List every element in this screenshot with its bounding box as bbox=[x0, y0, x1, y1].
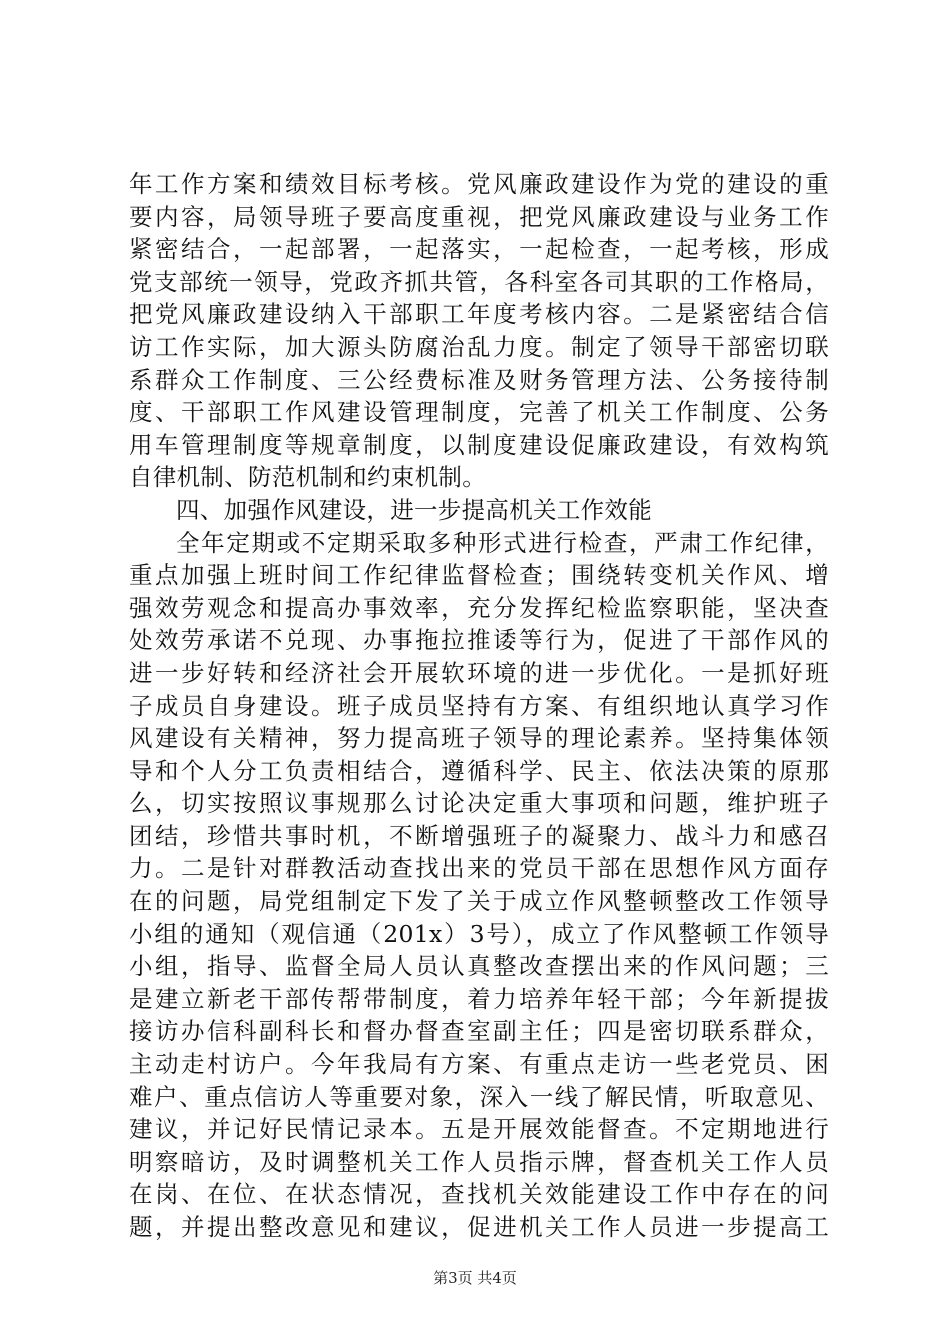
text-line: 力。二是针对群教活动查找出来的党员干部在思想作风方面存 bbox=[129, 854, 829, 883]
text-line: 是建立新老干部传帮带制度，着力培养年轻干部；今年新提拔 bbox=[129, 984, 829, 1013]
text-line: 度、干部职工作风建设管理制度，完善了机关工作制度、公务 bbox=[129, 398, 829, 427]
text-line: 强效劳观念和提高办事效率，充分发挥纪检监察职能，坚决查 bbox=[129, 593, 829, 622]
text-line: 主动走村访户。今年我局有方案、有重点走访一些老党员、困 bbox=[129, 1050, 829, 1079]
text-line: 建议，并记好民情记录本。五是开展效能督查。不定期地进行 bbox=[129, 1115, 829, 1144]
page-number-footer: 第3页 共4页 bbox=[433, 1269, 517, 1287]
text-line: 在的问题，局党组制定下发了关于成立作风整顿整改工作领导 bbox=[129, 887, 829, 916]
text-line: 导和个人分工负责相结合，遵循科学、民主、依法决策的原那 bbox=[129, 756, 829, 785]
text-line: 在岗、在位、在状态情况，查找机关效能建设工作中存在的问 bbox=[129, 1180, 829, 1209]
text-line: 团结，珍惜共事时机，不断增强班子的凝聚力、战斗力和感召 bbox=[129, 821, 829, 850]
text-line: 风建设有关精神，努力提高班子领导的理论素养。坚持集体领 bbox=[129, 724, 829, 753]
heading-line: 四、加强作风建设，进一步提高机关工作效能 bbox=[176, 495, 652, 524]
text-line: 小组，指导、监督全局人员认真整改查摆出来的作风问题；三 bbox=[129, 952, 829, 981]
text-line: 小组的通知（观信通（201x）3号），成立了作风整顿工作领导 bbox=[129, 919, 829, 948]
section-heading bbox=[129, 494, 829, 527]
document-body bbox=[129, 168, 829, 1244]
text-line: 题，并提出整改意见和建议，促进机关工作人员进一步提高工 bbox=[129, 1213, 829, 1241]
text-line: 全年定期或不定期采取多种形式进行检查，严肃工作纪律， bbox=[176, 528, 829, 557]
text-line: 党支部统一领导，党政齐抓共管，各科室各司其职的工作格局， bbox=[129, 267, 829, 296]
paragraph-body bbox=[129, 527, 829, 1244]
text-line: 进一步好转和经济社会开展软环境的进一步优化。一是抓好班 bbox=[129, 658, 829, 687]
text-line: 么，切实按照议事规那么讨论决定重大事项和问题，维护班子 bbox=[129, 789, 829, 818]
text-line: 难户、重点信访人等重要对象，深入一线了解民情，听取意见、 bbox=[129, 1082, 829, 1111]
text-line: 明察暗访，及时调整机关工作人员指示牌，督查机关工作人员 bbox=[129, 1147, 829, 1176]
paragraph-continuation bbox=[129, 168, 829, 494]
text-line: 重点加强上班时间工作纪律监督检查；围绕转变机关作风、增 bbox=[129, 561, 829, 590]
text-line: 子成员自身建设。班子成员坚持有方案、有组织地认真学习作 bbox=[129, 691, 829, 720]
text-line: 接访办信科副科长和督办督查室副主任；四是密切联系群众， bbox=[129, 1017, 829, 1046]
text-line: 处效劳承诺不兑现、办事拖拉推诿等行为，促进了干部作风的 bbox=[129, 626, 829, 655]
text-line: 系群众工作制度、三公经费标准及财务管理方法、公务接待制 bbox=[129, 365, 829, 394]
text-line: 紧密结合，一起部署，一起落实，一起检查，一起考核，形成 bbox=[129, 235, 829, 264]
text-line: 用车管理制度等规章制度，以制度建设促廉政建设，有效构筑 bbox=[129, 430, 829, 459]
text-line: 年工作方案和绩效目标考核。党风廉政建设作为党的建设的重 bbox=[129, 170, 829, 198]
text-line: 要内容，局领导班子要高度重视，把党风廉政建设与业务工作 bbox=[129, 202, 829, 231]
text-line: 把党风廉政建设纳入干部职工年度考核内容。二是紧密结合信 bbox=[129, 300, 829, 329]
text-line: 访工作实际，加大源头防腐治乱力度。制定了领导干部密切联 bbox=[129, 332, 829, 361]
text-line: 自律机制、防范机制和约束机制。 bbox=[129, 463, 486, 492]
